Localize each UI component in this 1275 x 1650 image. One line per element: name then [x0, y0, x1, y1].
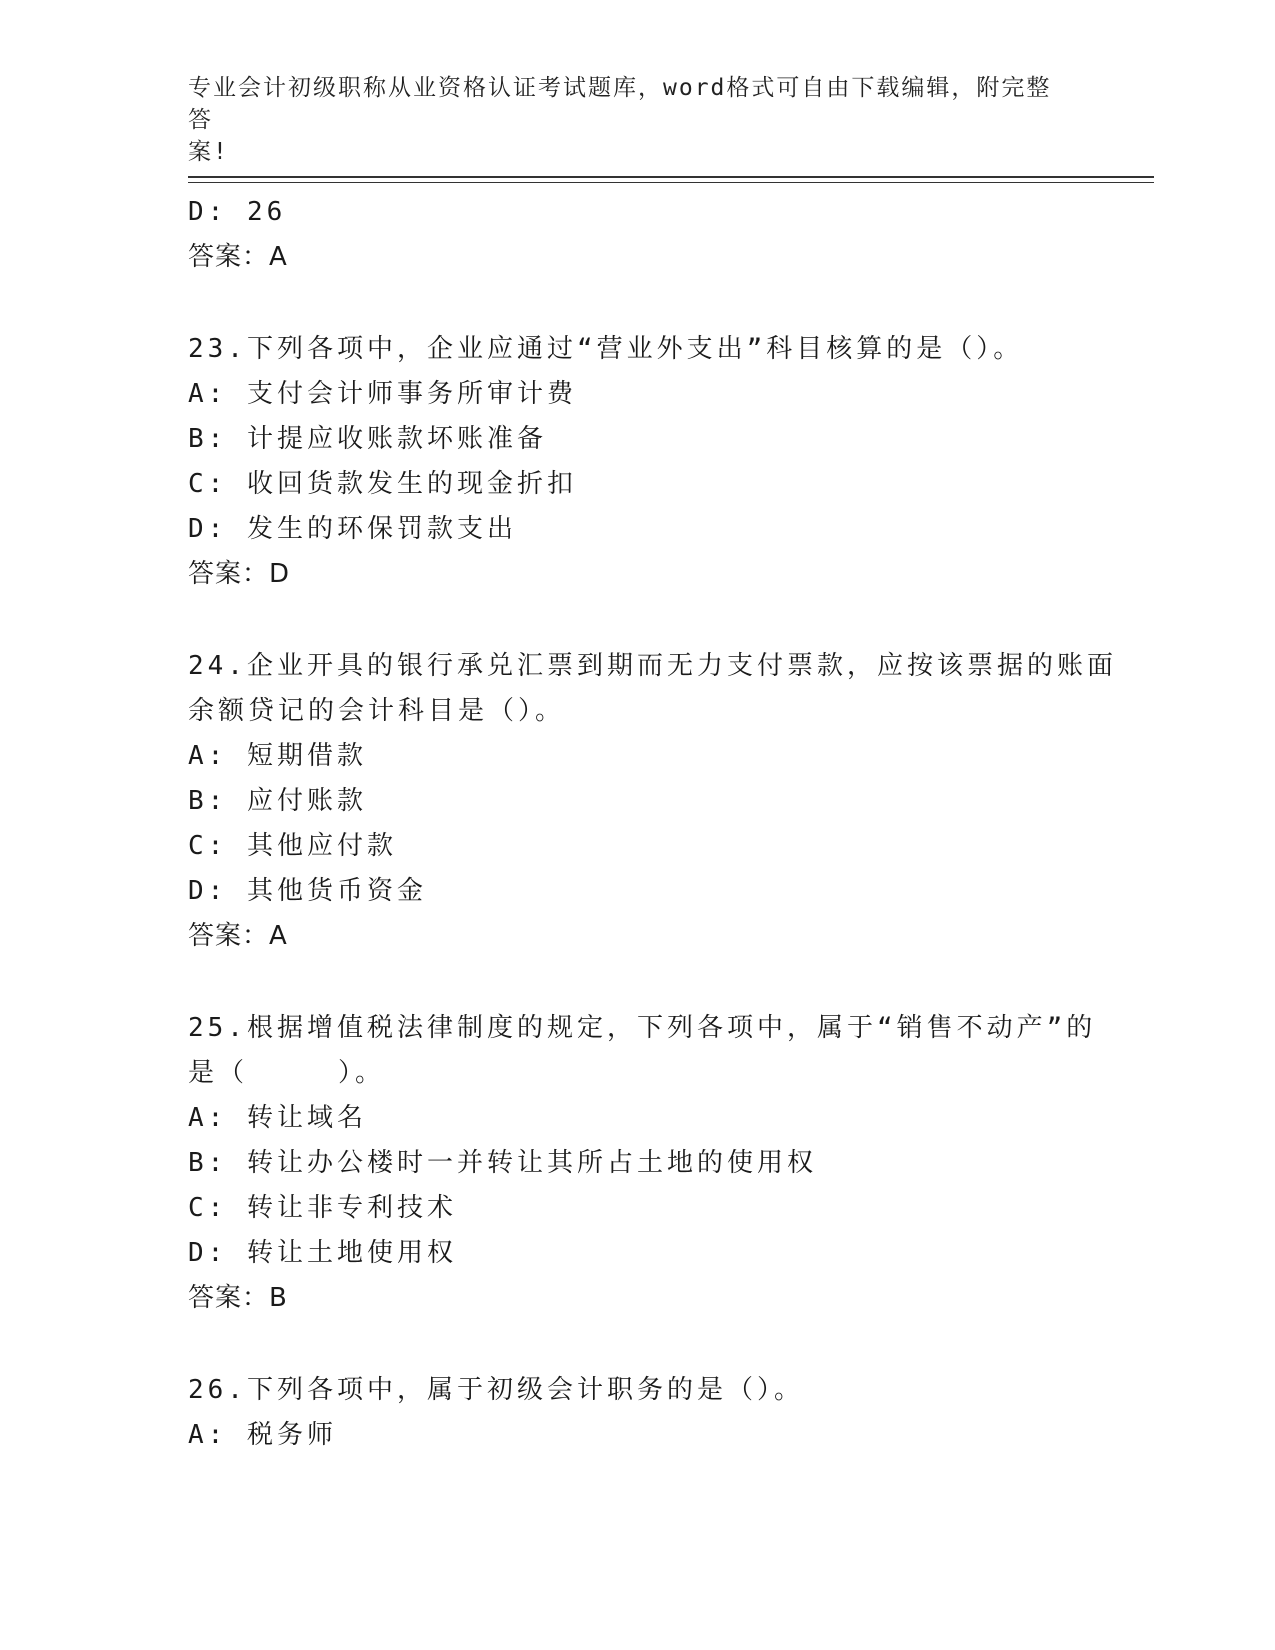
option-a: A: 短期借款 [188, 741, 367, 771]
header-rule-thin [188, 182, 1154, 183]
question-text-line-1: 25.根据增值税法律制度的规定，下列各项中，属于“销售不动产”的 [188, 1013, 1097, 1043]
question-text-line-2: 是（ ）。 [188, 1058, 386, 1088]
option-b: B: 转让办公楼时一并转让其所占土地的使用权 [188, 1148, 817, 1178]
option-d: D: 26 [188, 197, 287, 227]
header-line-1: 专业会计初级职称从业资格认证考试题库，word格式可自由下载编辑，附完整答 [188, 75, 1052, 133]
question-text: 26.下列各项中，属于初级会计职务的是（）。 [188, 1375, 804, 1405]
question-text-line-2: 余额贷记的会计科目是（）。 [188, 696, 566, 726]
option-b: B: 计提应收账款坏账准备 [188, 424, 547, 454]
option-d: D: 发生的环保罚款支出 [188, 514, 517, 544]
answer-line: 答案：A [188, 921, 288, 951]
question-block-24 [188, 644, 1117, 959]
option-a: A: 支付会计师事务所审计费 [188, 379, 577, 409]
question-text-line-1: 24.企业开具的银行承兑汇票到期而无力支付票款，应按该票据的账面 [188, 651, 1117, 681]
option-c: C: 其他应付款 [188, 831, 397, 861]
answer-line: 答案：B [188, 1283, 288, 1313]
option-a: A: 转让域名 [188, 1103, 367, 1133]
header-rule-thick [188, 176, 1154, 178]
option-d: D: 其他货币资金 [188, 876, 427, 906]
question-list [188, 190, 1117, 1458]
header-line-2: 案! [188, 139, 229, 165]
spacer [188, 597, 1088, 644]
option-c: C: 转让非专利技术 [188, 1193, 457, 1223]
answer-line: 答案：A [188, 242, 288, 272]
spacer [188, 1321, 1088, 1368]
question-block-25 [188, 1006, 1097, 1321]
question-block-23 [188, 327, 1088, 597]
option-b: B: 应付账款 [188, 786, 367, 816]
answer-line: 答案：D [188, 559, 291, 589]
option-d: D: 转让土地使用权 [188, 1238, 457, 1268]
question-block-prev [188, 190, 1088, 280]
page-header [188, 72, 1068, 168]
spacer [188, 959, 1088, 1006]
option-c: C: 收回货款发生的现金折扣 [188, 469, 577, 499]
spacer [188, 280, 1088, 327]
question-block-26 [188, 1368, 1088, 1458]
question-text: 23.下列各项中，企业应通过“营业外支出”科目核算的是（）。 [188, 334, 1024, 364]
option-a: A: 税务师 [188, 1420, 337, 1450]
